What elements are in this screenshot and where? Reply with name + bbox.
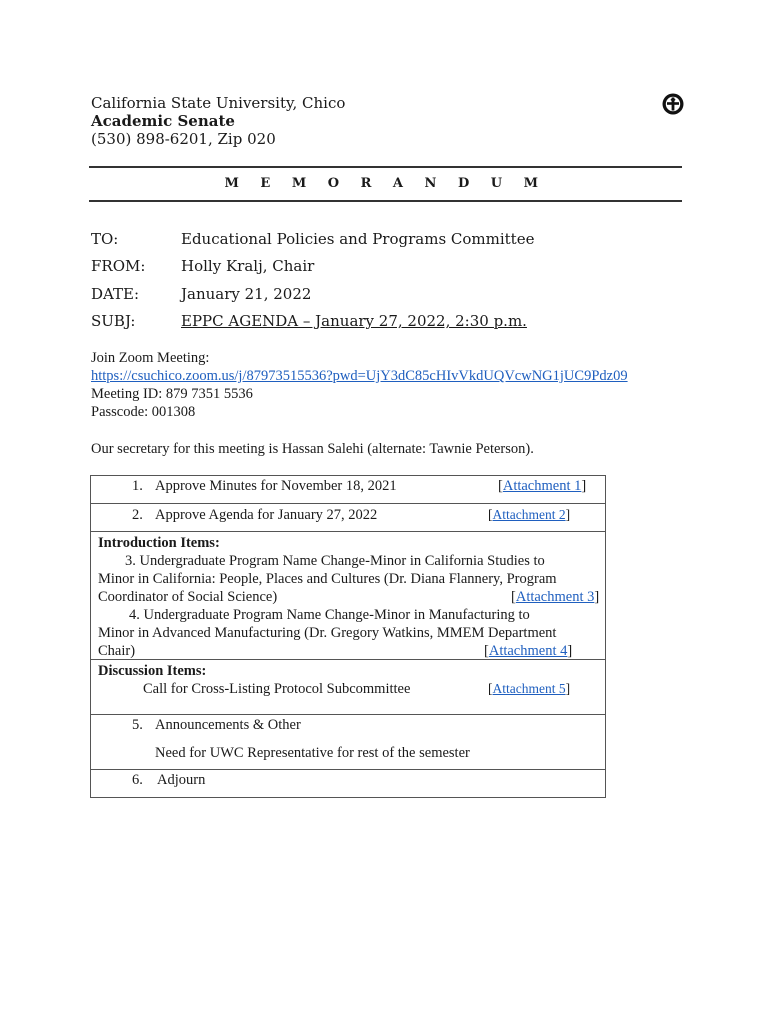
secretary-note: Our secretary for this meeting is Hassan Salehi (alternate: Tawnie Peterson). bbox=[91, 441, 534, 457]
agenda-row-6 bbox=[91, 770, 606, 798]
from-label: FROM: bbox=[91, 257, 146, 275]
item-2-text: Approve Agenda for January 27, 2022 bbox=[155, 507, 378, 523]
university-name: California State University, Chico bbox=[91, 94, 346, 112]
item-3-line-3: Coordinator of Social Science) bbox=[98, 589, 278, 605]
agenda-table bbox=[90, 475, 606, 798]
attachment-4-link[interactable]: Attachment 4 bbox=[488, 643, 568, 659]
agenda-row-discussion bbox=[91, 660, 606, 715]
attachment-2-link[interactable]: Attachment 2 bbox=[492, 507, 566, 522]
introduction-heading: Introduction Items: bbox=[98, 535, 220, 551]
attachment-1-link[interactable]: Attachment 1 bbox=[502, 478, 582, 494]
item-4-attachment: [Attachment 4] bbox=[484, 643, 573, 659]
memo-title: M E M O R A N D U M bbox=[224, 176, 547, 191]
zoom-intro: Join Zoom Meeting: bbox=[91, 350, 210, 366]
item-5-subtext: Need for UWC Representative for rest of the semester bbox=[155, 745, 470, 761]
item-2-attachment: [Attachment 2] bbox=[488, 507, 571, 522]
agenda-row-introduction bbox=[91, 532, 606, 660]
top-rule bbox=[89, 166, 682, 168]
item-6-number: 6. bbox=[132, 772, 143, 788]
item-5-text: Announcements & Other bbox=[155, 717, 301, 733]
date-value: January 21, 2022 bbox=[181, 285, 312, 303]
item-4-line-3: Chair) bbox=[98, 643, 136, 659]
item-3-line-2: Minor in California: People, Places and Cultures (Dr. Diana Flannery, Program bbox=[98, 571, 557, 587]
item-2-number: 2. bbox=[132, 507, 143, 523]
subject-value: EPPC AGENDA – January 27, 2022, 2:30 p.m. bbox=[181, 312, 527, 330]
item-1-attachment: [Attachment 1] bbox=[498, 478, 587, 494]
from-value: Holly Kralj, Chair bbox=[181, 257, 315, 275]
discussion-heading: Discussion Items: bbox=[98, 663, 207, 679]
agenda-row-5 bbox=[91, 715, 606, 770]
item-3-line-1: 3. Undergraduate Program Name Change-Minor in California Studies to bbox=[125, 553, 545, 569]
item-4-line-1: 4. Undergraduate Program Name Change-Minor in Manufacturing to bbox=[129, 607, 530, 623]
to-value: Educational Policies and Programs Committee bbox=[181, 230, 535, 248]
agenda-row-2 bbox=[91, 504, 606, 532]
csu-chico-seal-icon bbox=[662, 93, 684, 115]
passcode: Passcode: 001308 bbox=[91, 404, 196, 420]
contact-line: (530) 898-6201, Zip 020 bbox=[91, 130, 276, 148]
item-1-number: 1. bbox=[132, 478, 143, 494]
meeting-id: Meeting ID: 879 7351 5536 bbox=[91, 386, 253, 402]
discussion-attachment: [Attachment 5] bbox=[488, 681, 571, 696]
department-name: Academic Senate bbox=[91, 112, 235, 130]
item-1-text: Approve Minutes for November 18, 2021 bbox=[155, 478, 397, 494]
zoom-link[interactable]: https://csuchico.zoom.us/j/87973515536?pwd=UjY3dC85cHIvVkdUQVcwNG1jUC9Pdz09 bbox=[91, 368, 628, 384]
agenda-row-1 bbox=[91, 476, 606, 504]
item-6-text: Adjourn bbox=[157, 772, 206, 788]
discussion-item-text: Call for Cross-Listing Protocol Subcommittee bbox=[143, 681, 411, 697]
item-5-number: 5. bbox=[132, 717, 143, 733]
date-label: DATE: bbox=[91, 285, 140, 303]
bottom-rule bbox=[89, 200, 682, 202]
attachment-3-link[interactable]: Attachment 3 bbox=[515, 589, 595, 605]
item-4-line-2: Minor in Advanced Manufacturing (Dr. Gregory Watkins, MMEM Department bbox=[98, 625, 557, 641]
subject-label: SUBJ: bbox=[91, 312, 136, 330]
to-label: TO: bbox=[91, 230, 119, 248]
attachment-5-link[interactable]: Attachment 5 bbox=[492, 681, 566, 696]
item-3-attachment: [Attachment 3] bbox=[511, 589, 600, 605]
